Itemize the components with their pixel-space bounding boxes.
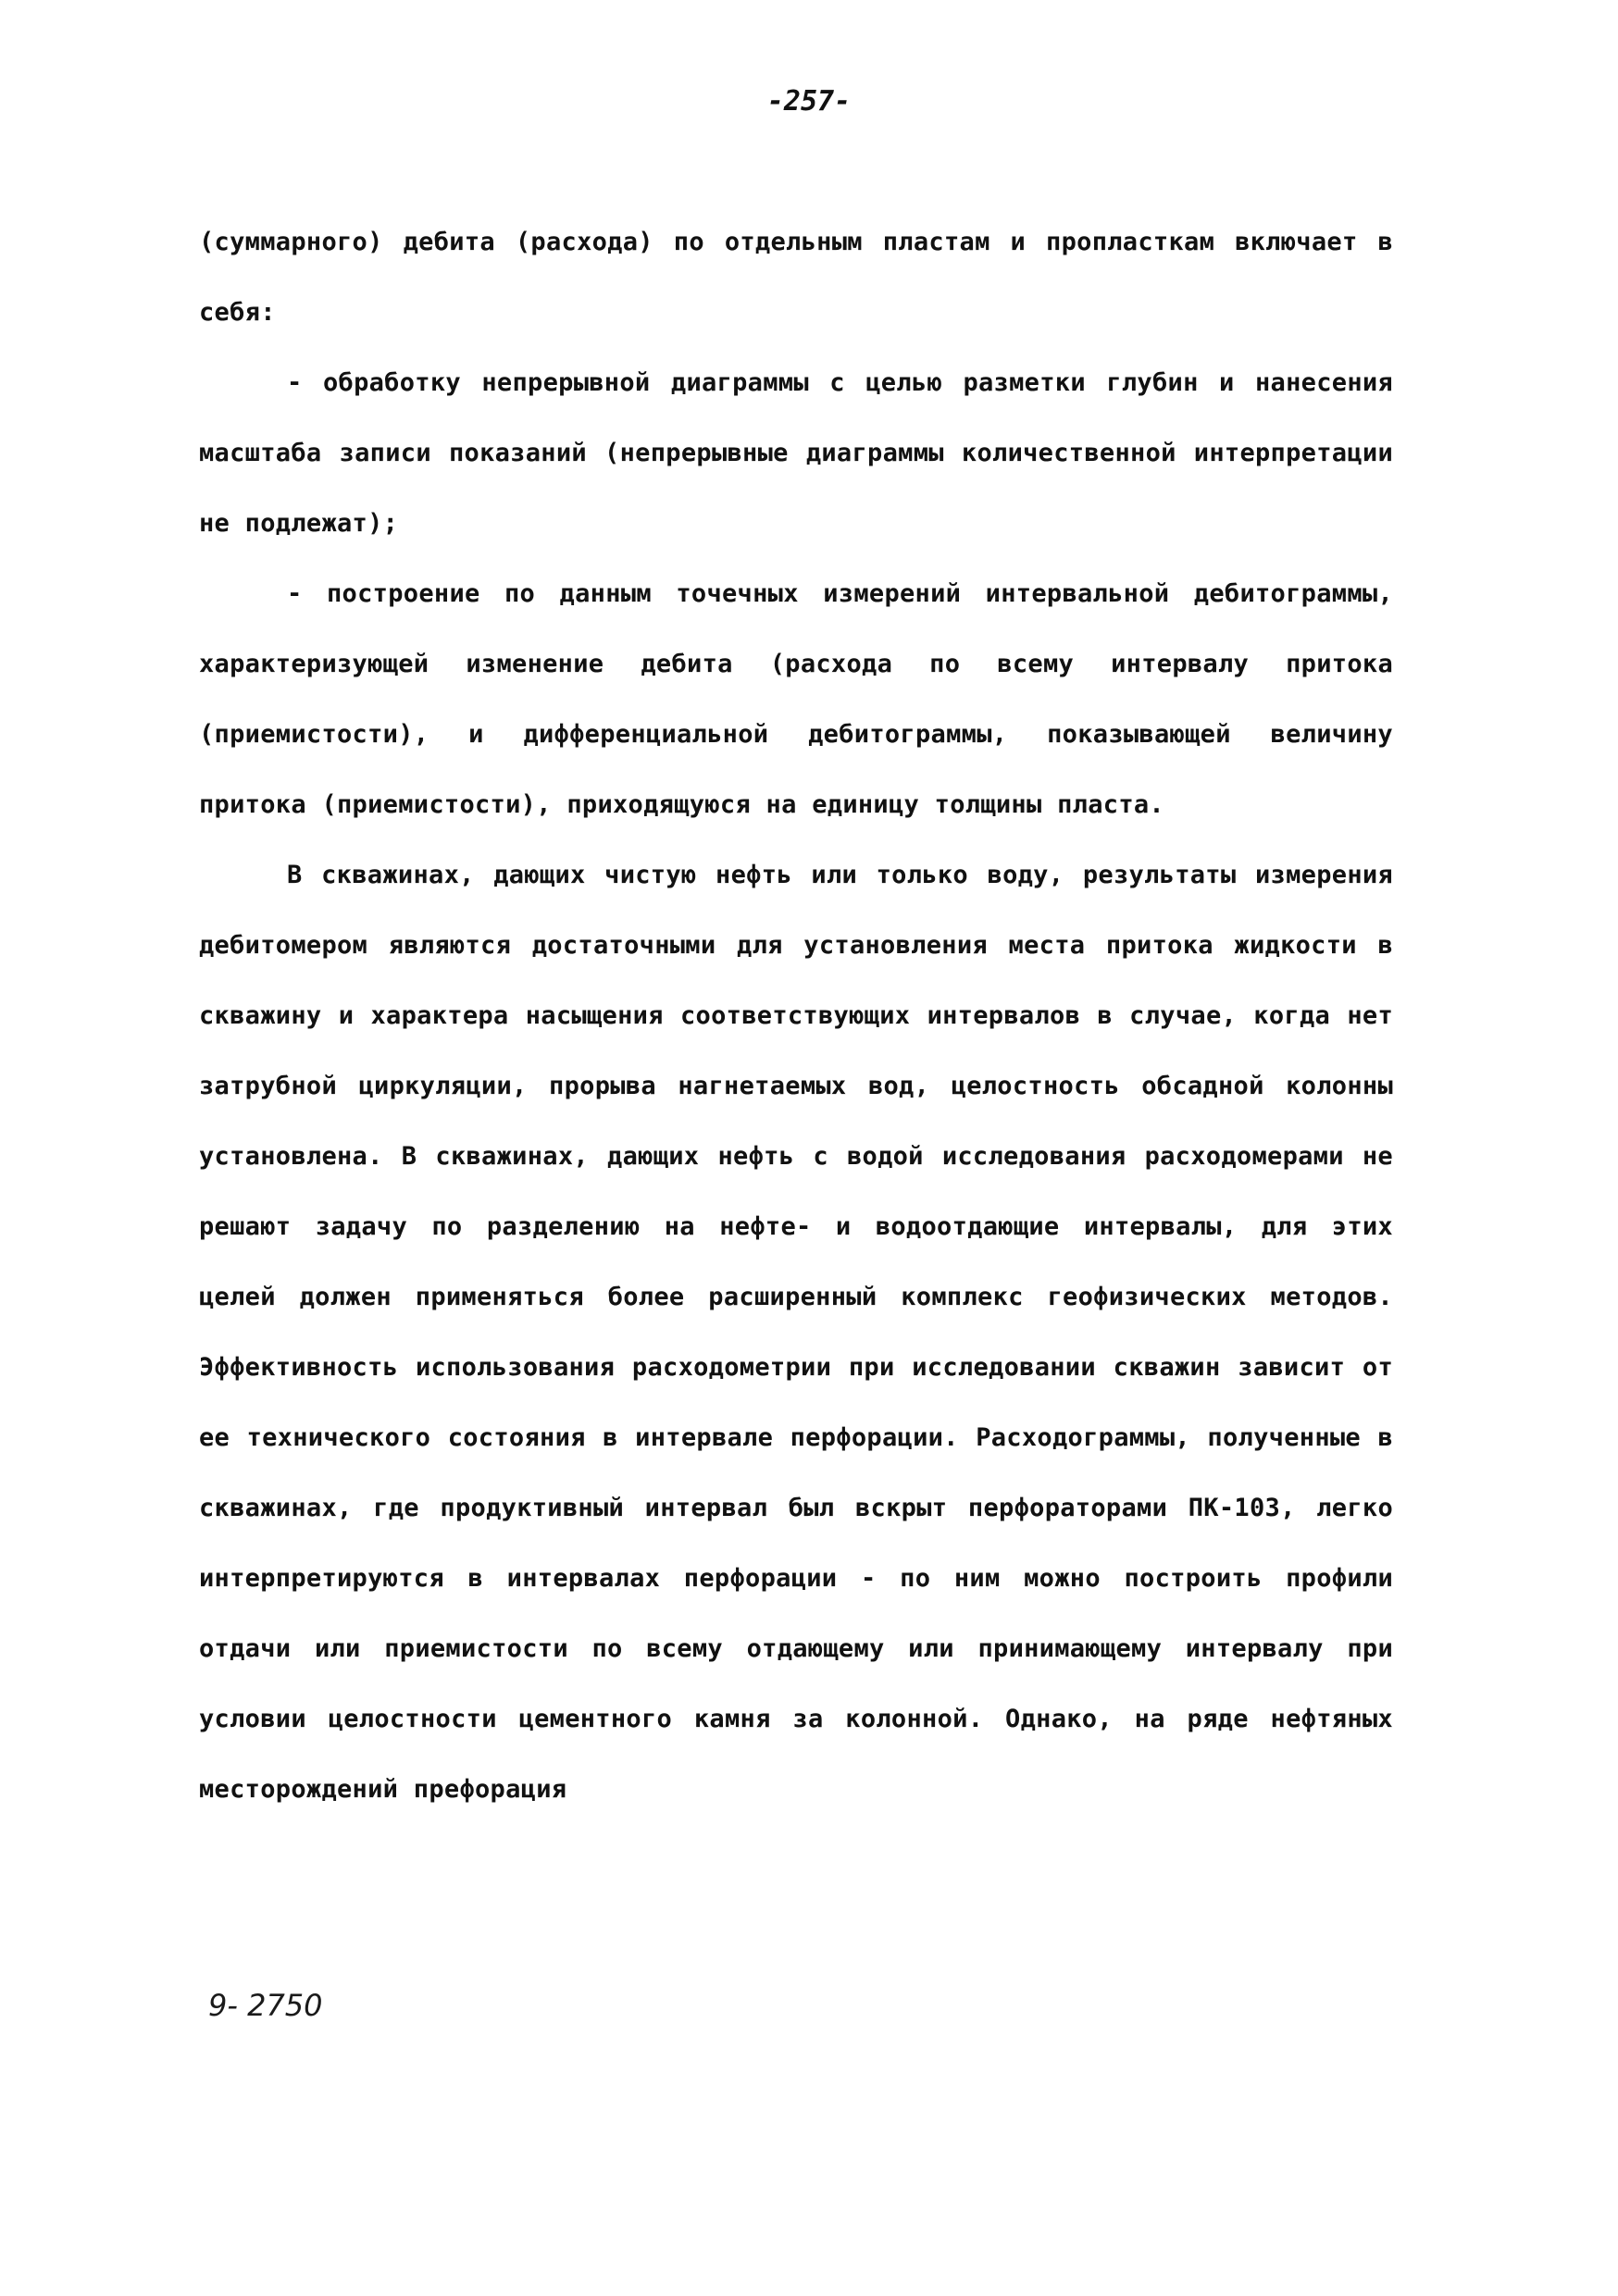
page-number: -257- — [766, 85, 852, 118]
paragraph-continuation: (суммарного) дебита (расхода) по отдельным пластам и пропласткам включает в себя: — [199, 228, 1393, 327]
paragraph-list-item-2: - построение по данным точечных измерений интервальной дебитограммы, характеризующей изменение дебита (расхода по всему интервалу притока (приемистости), и дифференциальной дебитограммы, показывающей величину притока (приемистости), приходящуюся на единицу толщины пласта. — [199, 579, 1393, 819]
handwritten-sheet-mark: 9- 2750 — [208, 1988, 323, 2023]
paragraph-list-item-1: - обработку непрерывной диаграммы с целью разметки глубин и нанесения масштаба записи показаний (непрерывные диаграммы количественной интерпретации не подлежат); — [199, 368, 1393, 538]
paragraph-main: В скважинах, дающих чистую нефть или только воду, результаты измерения дебитомером являются достаточными для установления места притока жидкости в скважину и характера насыщения соответствующих интервалов в случае, когда нет затрубной циркуляции, прорыва нагнетаемых вод, целостность обсадной колонны установлена. В скважинах, дающих нефть с водой исследования расходомерами не решают задачу по разделению на нефте- и водоотдающие интервалы, для этих целей должен применяться более расширенный комплекс геофизических методов. Эффективность использования расходометрии при исследовании скважин зависит от ее технического состояния в интервале перфорации. Расходограммы, полученные в скважинах, где продуктивный интервал был вскрыт перфораторами ПК-103, легко интерпретируются в интервалах перфорации - по ним можно построить профили отдачи или приемистости по всему отдающему или принимающему интервалу при условии целостности цементного камня за колонной. Однако, на ряде нефтяных месторождений префорация — [199, 861, 1393, 1804]
body-text — [199, 207, 1393, 1825]
